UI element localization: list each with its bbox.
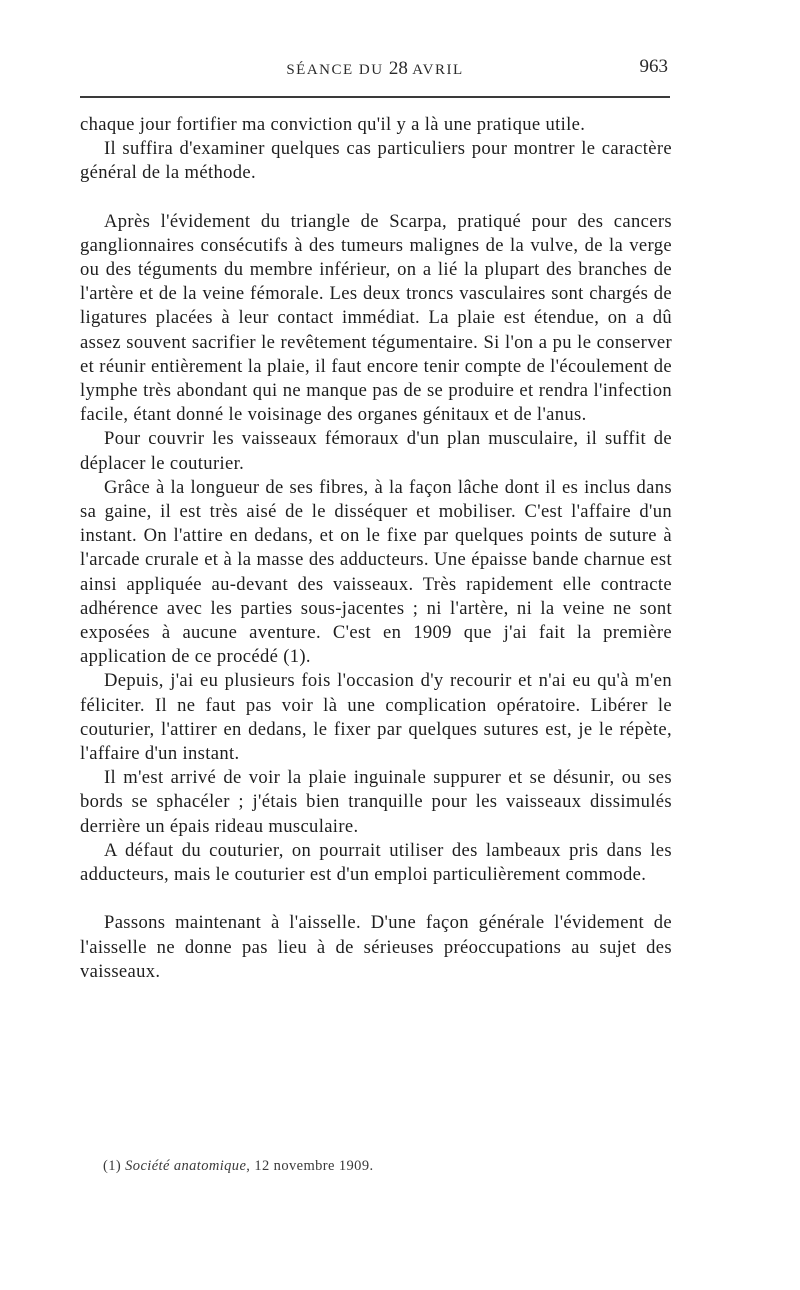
footnote-date: , 12 novembre 1909. xyxy=(246,1158,374,1174)
paragraph-section-start: Passons maintenant à l'aisselle. D'une façon générale l'évidement de l'aisselle ne donne pas lieu à de sérieuses préoccupations au sujet des vaisseaux. xyxy=(80,912,672,982)
paragraph-section-start: Après l'évidement du triangle de Scarpa, pratiqué pour des cancers ganglionnaires consécutifs à des tumeurs malignes de la vulve, de la verge ou des téguments du membre inférieur, on a lié la plupart des branches de l'artère et de la veine fémorale. Les deux troncs vasculaires sont chargés de ligatures placées à leur contact immédiat. La plaie est étendue, on a dû assez souvent sacrifier le revêtement tégumentaire. Si l'on a pu le conserver et réunir entièrement la plaie, il faut encore tenir compte de l'écoulement de lymphe très abondant qui ne manque pas de se produire et rendra l'infection facile, étant donné le voisinage des organes génitaux et de l'anus. xyxy=(80,210,672,426)
running-title-prefix: SÉANCE DU xyxy=(286,62,384,78)
footnote-marker: (1) xyxy=(103,1158,122,1174)
running-title-day: 28 xyxy=(388,58,408,79)
paragraph: Pour couvrir les vaisseaux fémoraux d'un plan musculaire, il suffit de déplacer le couturier. xyxy=(80,428,672,474)
footnote-journal: Société anatomique xyxy=(125,1158,247,1174)
body-text xyxy=(80,113,672,984)
page-header xyxy=(80,56,670,86)
page-number: 963 xyxy=(639,56,668,77)
paragraph: A défaut du couturier, on pourrait utiliser des lambeaux pris dans les adducteurs, mais le couturier est d'un emploi particulièrement commode. xyxy=(80,839,672,886)
running-title xyxy=(80,58,670,80)
running-title-month: AVRIL xyxy=(412,62,464,78)
header-rule xyxy=(80,96,670,98)
paragraph: Depuis, j'ai eu plusieurs fois l'occasion d'y recourir et n'ai eu qu'à m'en féliciter. Il ne faut pas voir là une complication opératoire. Libérer le couturier, l'attirer en dedans, le fixer par quelques sutures est, je le répète, l'affaire d'un instant. xyxy=(80,670,672,765)
paragraph: Il m'est arrivé de voir la plaie inguinale suppurer et se désunir, ou ses bords se sphacéler ; j'étais bien tranquille pour les vaisseaux dissimulés derrière un épais rideau musculaire. xyxy=(80,767,672,837)
paragraph-continued: chaque jour fortifier ma conviction qu'il y a là une pratique utile. xyxy=(80,114,586,135)
footnote xyxy=(103,1158,374,1175)
paragraph: Grâce à la longueur de ses fibres, à la façon lâche dont il es inclus dans sa gaine, il est très aisé de le disséquer et mobiliser. C'est l'affaire d'un instant. On l'attire en dedans, et on le fixe par quelques points de suture à l'arcade crurale et à la masse des adducteurs. Une épaisse bande charnue est ainsi appliquée au-devant des vaisseaux. Très rapidement elle contracte adhérence avec les parties sous-jacentes ; ni l'artère, ni la veine ne sont exposées à aucune aventure. C'est en 1909 que j'ai fait la première application de ce procédé (1). xyxy=(80,476,672,668)
paragraph: Il suffira d'examiner quelques cas particuliers pour montrer le caractère général de la méthode. xyxy=(80,138,672,184)
